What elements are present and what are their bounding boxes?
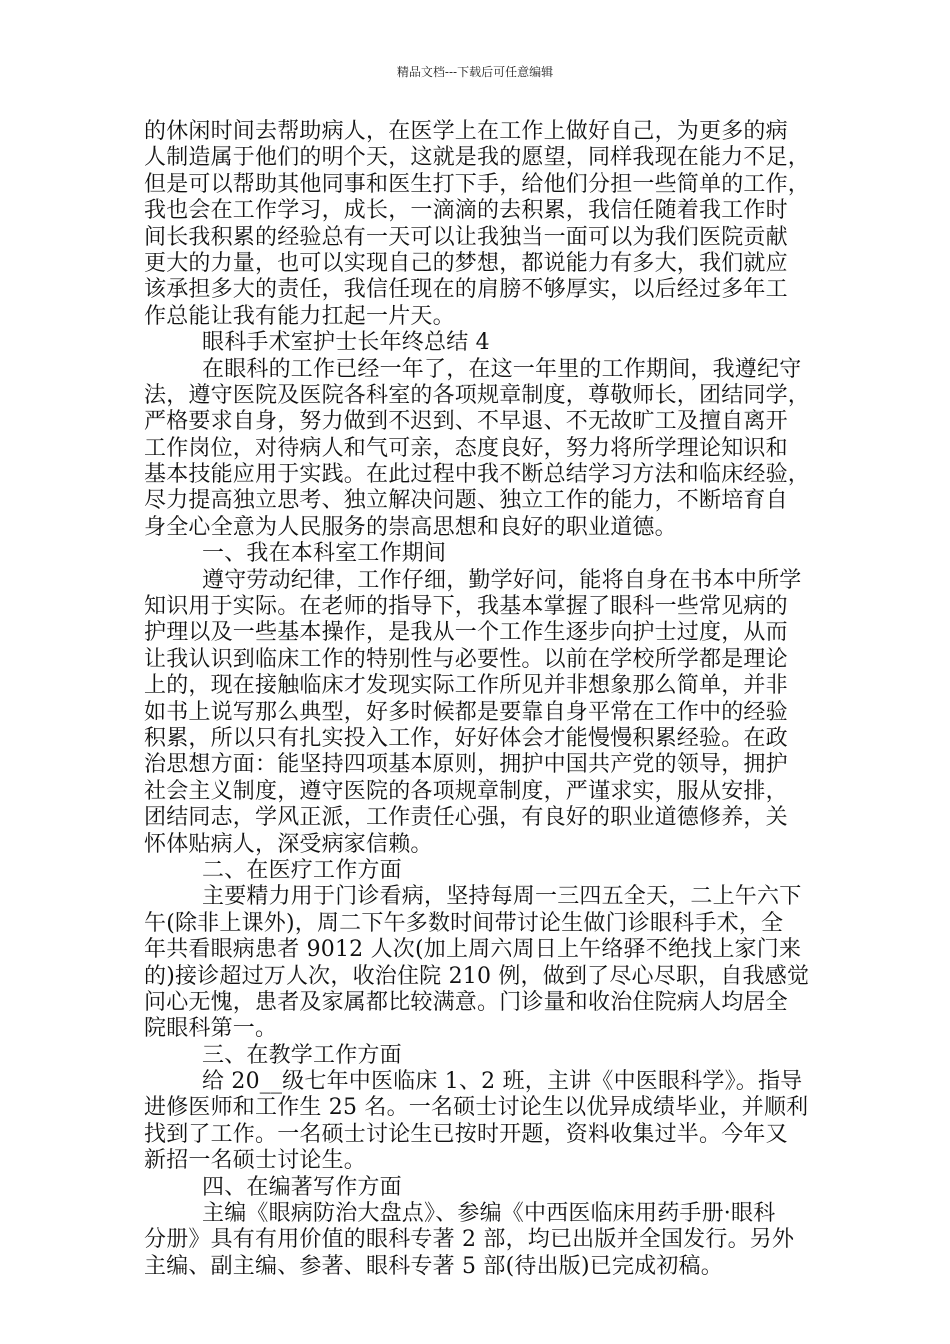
text-line: 如书上说写那么典型，好多时候都是要靠自身平常在工作中的经验 [144,699,788,725]
document-body [144,119,820,1280]
text-line: 新招一名硕士讨论生。 [144,1148,367,1174]
text-line: 给 20__级七年中医临床 1、2 班，主讲《中医眼科学》。指导 [202,1069,803,1095]
text-line: 怀体贴病人，深受病家信赖。 [144,831,433,857]
text-line: 我也会在工作学习，成长，一滴滴的去积累，我信任随着我工作时 [144,198,788,224]
text-line: 分册》具有有用价值的眼科专著 2 部，均已出版并全国发行。另外 [144,1227,795,1253]
text-line: 找到了工作。一名硕士讨论生已按时开题，资料收集过半。今年又 [144,1121,788,1147]
text-line: 遵守劳动纪律，工作仔细，勤学好问，能将自身在书本中所学 [202,567,802,593]
text-line: 主编《眼病防治大盘点》、参编《中西医临床用药手册·眼科 [202,1201,776,1227]
text-line: 午(除非上课外)，周二下午多数时间带讨论生做门诊眼科手术，全 [144,910,784,936]
text-line: 尽力提高独立思考、独立解决问题、独立工作的能力，不断培育自 [144,488,788,514]
text-line: 团结同志，学风正派，工作责任心强，有良好的职业道德修养，关 [144,805,788,831]
text-line: 护理以及一些基本操作，是我从一个工作生逐步向护士过度，从而 [144,620,788,646]
text-line: 院眼科第一。 [144,1016,278,1042]
text-line: 治思想方面：能坚持四项基本原则，拥护中国共产党的领导，拥护 [144,752,788,778]
text-line: 积累，所以只有扎实投入工作，好好体会才能慢慢积累经验。在政 [144,725,788,751]
text-line: 基本技能应用于实践。在此过程中我不断总结学习方法和临床经验， [144,462,811,488]
text-line: 在眼科的工作已经一年了，在这一年里的工作期间，我遵纪守 [202,356,802,382]
text-line: 知识用于实际。在老师的指导下，我基本掌握了眼科一些常见病的 [144,594,788,620]
text-line: 主编、副主编、参著、眼科专著 5 部(待出版)已完成初稿。 [144,1253,723,1279]
text-line: 进修医师和工作生 25 名。一名硕士讨论生以优异成绩毕业，并顺利 [144,1095,809,1121]
page-header: 精品文档---下载后可任意编辑 [396,65,554,79]
text-line: 年共看眼病患者 9012 人次(加上周六周日上午络驿不绝找上家门来 [144,937,802,963]
text-line: 眼科手术室护士长年终总结 4 [202,330,490,356]
text-line: 严格要求自身，努力做到不迟到、不早退、不无故旷工及擅自离开 [144,409,788,435]
text-line: 主要精力用于门诊看病，坚持每周一三四五全天，二上午六下 [202,884,802,910]
text-line: 问心无愧，患者及家属都比较满意。门诊量和收治住院病人均居全 [144,989,788,1015]
text-line: 更大的力量，也可以实现自己的梦想，都说能力有多大，我们就应 [144,250,788,276]
text-line: 的休闲时间去帮助病人，在医学上在工作上做好自己，为更多的病 [144,119,788,144]
text-line: 的)接诊超过万人次，收治住院 210 例，做到了尽心尽职，自我感觉 [144,963,810,989]
text-line: 但是可以帮助其他同事和医生打下手，给他们分担一些简单的工作， [144,171,811,197]
text-line: 一、我在本科室工作期间 [202,541,447,567]
text-line: 上的，现在接触临床才发现实际工作所见并非想象那么简单，并非 [144,673,788,699]
text-line: 作总能让我有能力扛起一片天。 [144,303,455,329]
text-line: 三、在教学工作方面 [202,1042,402,1068]
text-line: 社会主义制度，遵守医院的各项规章制度，严谨求实，服从安排， [144,778,788,804]
text-line: 四、在编著写作方面 [202,1174,402,1200]
text-line: 该承担多大的责任，我信任现在的肩膀不够厚实，以后经过多年工 [144,277,788,303]
text-line: 二、在医疗工作方面 [202,857,402,883]
text-line: 身全心全意为人民服务的崇高思想和良好的职业道德。 [144,514,677,540]
text-line: 法，遵守医院及医院各科室的各项规章制度，尊敬师长，团结同学， [144,382,811,408]
text-line: 人制造属于他们的明个天，这就是我的愿望，同样我现在能力不足， [144,145,811,171]
text-line: 让我认识到临床工作的特别性与必要性。以前在学校所学都是理论 [144,646,788,672]
text-line: 工作岗位，对待病人和气可亲，态度良好，努力将所学理论知识和 [144,435,788,461]
text-line: 间长我积累的经验总有一天可以让我独当一面可以为我们医院贡献 [144,224,788,250]
